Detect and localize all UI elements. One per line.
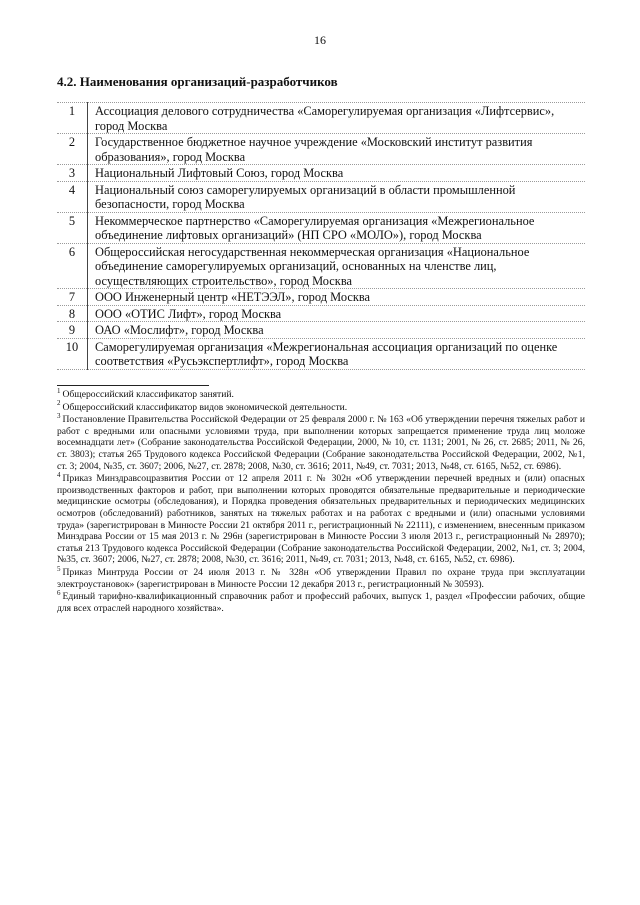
footnote-text: Приказ Минтруда России от 24 июля 2013 г. № 328н «Об утверждении Правил по охране труда при эксплуатации электроустановок» (зарегистрирован в Минюсте России 12 декабря 2013 г., регистрационный № 30593). (57, 566, 585, 590)
org-row (57, 165, 585, 182)
footnote-mark: 1 (57, 386, 61, 395)
org-row (57, 305, 585, 322)
org-name: Ассоциация делового сотрудничества «Саморегулируемая организация «Лифтсервис», город Москва (88, 103, 586, 134)
footnote-mark: 2 (57, 399, 61, 408)
org-row (57, 289, 585, 306)
org-row (57, 212, 585, 243)
org-name: Общероссийская негосударственная некоммерческая организация «Национальное объединение саморегулируемых организаций, основанных на членстве лиц, осуществляющих строительство», город Москва (88, 243, 586, 289)
org-row (57, 338, 585, 369)
footnote-mark: 3 (57, 412, 61, 420)
footnote-text: Постановление Правительства Российской Федерации от 25 февраля 2000 г. № 163 «Об утверждении перечня тяжелых работ и работ с вредными или опасными условиями труда, при выполнении которых запрещается применение труда лиц моложе восемнадцати лет» (Собрание законодательства Российской Федерации, 2000, № 10, ст. 1131; 2001, № 26, ст. 2685; 2011, № 26, ст. 3803); статья 265 Трудового кодекса Российской Федерации (Собрание законодательства Российской Федерации, 2002, №1, ст. 3; 2004, №35, ст. 3607; 2006, №27, ст. 2878; 2008, №30, ст. 3616; 2011, №49, ст. 7031; 2013, №48, ст. 6165, №52, ст. 6986). (57, 414, 585, 472)
org-number: 3 (57, 165, 88, 182)
org-name: Некоммерческое партнерство «Саморегулируемая организация «Межрегиональное объединение лифтовых организаций» (НП СРО «МОЛО»), город Москва (88, 212, 586, 243)
footnote-text: Общероссийский классификатор видов экономической деятельности. (62, 401, 348, 413)
footnote (57, 588, 585, 614)
footnote-text: Общероссийский классификатор занятий. (62, 389, 234, 400)
org-row (57, 134, 585, 165)
footnote (57, 564, 585, 590)
footnotes (57, 386, 585, 615)
org-number: 9 (57, 322, 88, 339)
footnote (57, 470, 585, 566)
org-name: ООО Инженерный центр «НЕТЭЭЛ», город Москва (88, 289, 586, 306)
org-number: 5 (57, 212, 88, 243)
organizations-table-body (57, 103, 585, 370)
org-name: Саморегулируемая организация «Межрегиональная ассоциация организаций по оценке соответствия «Русьэкспертлифт», город Москва (88, 338, 586, 369)
org-name: Государственное бюджетное научное учреждение «Московский институт развития образования», город Москва (88, 134, 586, 165)
org-number: 1 (57, 103, 88, 134)
footnote (57, 414, 585, 472)
footnote-mark: 4 (57, 470, 61, 479)
org-number: 2 (57, 134, 88, 165)
footnote (57, 399, 585, 414)
section-heading: 4.2. Наименования организаций-разработчиков (57, 74, 338, 89)
footnote-text: Единый тарифно-квалификационный справочник работ и профессий рабочих, выпуск 1, раздел «Профессии рабочих, общие для всех отраслей народного хозяйства». (57, 591, 585, 614)
org-number: 10 (57, 338, 88, 369)
org-row (57, 181, 585, 212)
org-name: ООО «ОТИС Лифт», город Москва (88, 305, 586, 322)
org-row (57, 243, 585, 289)
org-number: 4 (57, 181, 88, 212)
footnote-separator (57, 385, 209, 386)
page-number: 16 (314, 33, 326, 47)
org-row (57, 322, 585, 339)
org-name: Национальный Лифтовый Союз, город Москва (88, 165, 586, 182)
footnote-mark: 5 (57, 564, 61, 573)
org-name: Национальный союз саморегулируемых организаций в области промышленной безопасности, город Москва (88, 181, 586, 212)
org-number: 7 (57, 289, 88, 306)
footnote-text: Приказ Минздравсоцразвития России от 12 апреля 2011 г. № 302н «Об утверждении перечней вредных и (или) опасных производственных факторов и работ, при выполнении которых проводятся обязательные предварительные и периодические медицинские осмотры (обследования), и Порядка проведения обязательных предварительных и периодических медицинских осмотров (обследований) работников, занятых на тяжелых работах и на работах с вредными и (или) опасными условиями труда» (зарегистрирован в Минюсте России 21 октября 2011 г., регистрационный № 22111), с изменением, внесенным приказом Минздрава России от 15 мая 2013 г. № 296н (зарегистрирован в Минюсте России 3 июля 2013 г., регистрационный № 28970); статья 213 Трудового кодекса Российской Федерации (Собрание законодательства Российской Федерации, 2002, №1, ст. 3; 2004, №35, ст. 3607; 2006, №27, ст. 2878; 2008, №30, ст. 3616; 2011, №49, ст. 7031; 2013, №48, ст. 6165, №52, ст. 6986). (57, 473, 585, 566)
organizations-table (57, 102, 585, 370)
org-row (57, 103, 585, 134)
org-name: ОАО «Мослифт», город Москва (88, 322, 586, 339)
footnote (57, 386, 585, 401)
org-number: 8 (57, 305, 88, 322)
footnote-mark: 6 (57, 588, 61, 597)
org-number: 6 (57, 243, 88, 289)
